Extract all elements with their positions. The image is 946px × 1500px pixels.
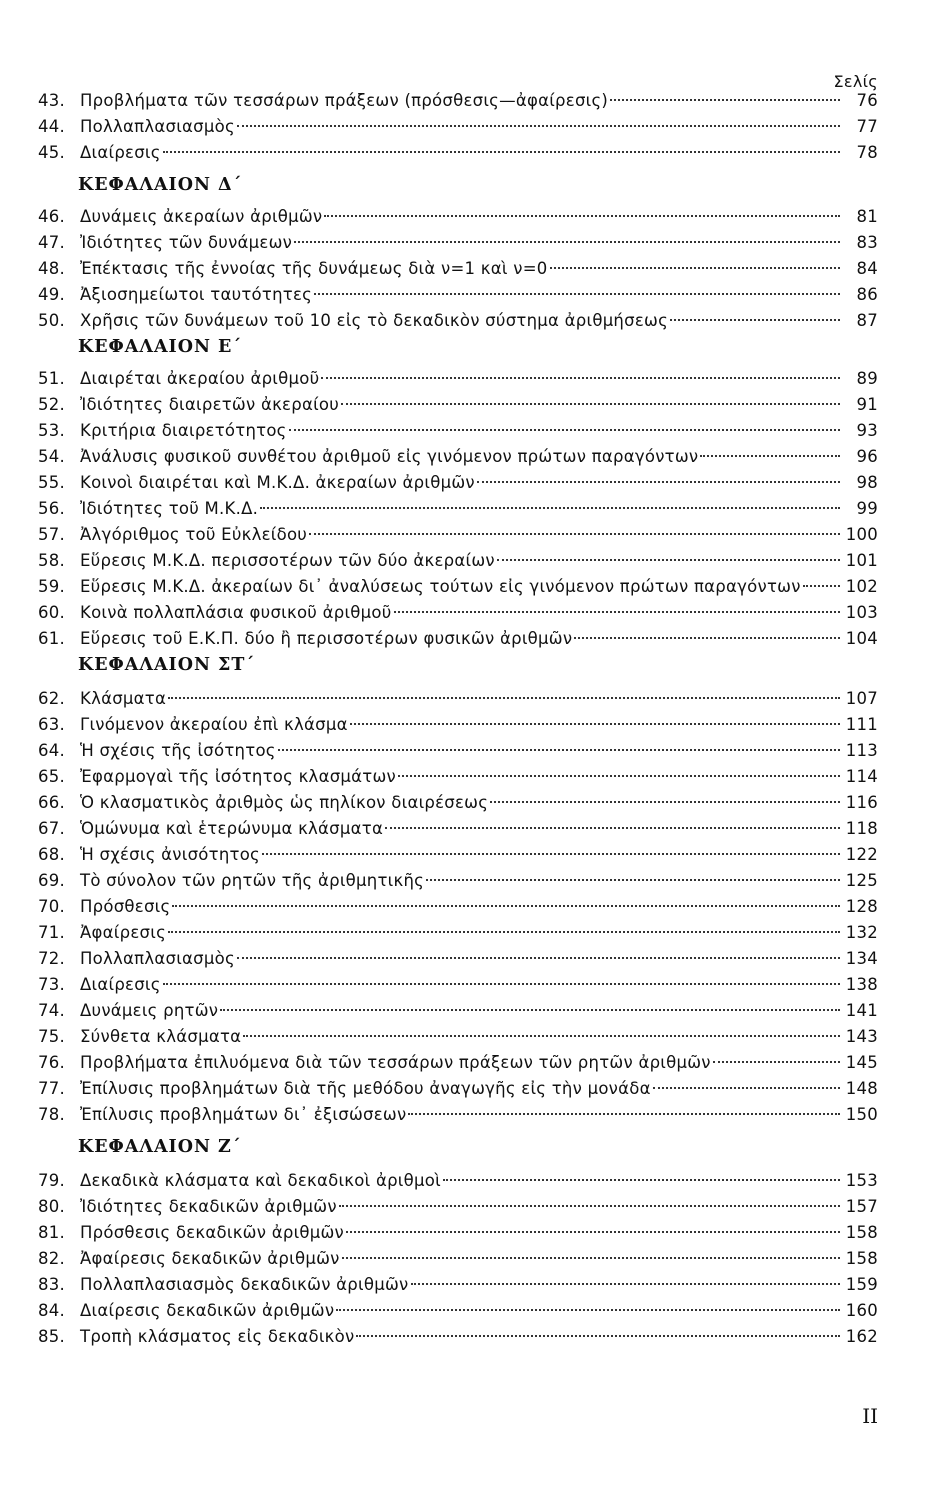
toc-entry-number: 72. [38, 949, 65, 968]
toc-entry-page-number: 143 [845, 1027, 878, 1046]
dot-leader [309, 533, 840, 535]
page-folio: II [862, 1404, 878, 1428]
dot-leader [394, 611, 840, 613]
toc-entry [38, 738, 878, 764]
dot-leader [803, 585, 840, 587]
toc-entry-page-number: 89 [856, 369, 878, 388]
toc-entry [38, 204, 878, 230]
toc-entry-title: Ἐπέκτασις τῆς ἐννοίας τῆς δυνάμεως διὰ ν=1 καὶ ν=0 [80, 259, 548, 278]
toc-entry [38, 496, 878, 522]
toc-entry-page-number: 141 [845, 1001, 878, 1020]
toc-entry [38, 712, 878, 738]
dot-leader [168, 697, 840, 699]
toc-entry-page-number: 132 [845, 923, 878, 942]
dot-leader [163, 983, 840, 985]
toc-entry-page-number: 134 [845, 949, 878, 968]
toc-entry [38, 816, 878, 842]
toc-entry-title: Πρόσθεσις δεκαδικῶν ἀριθμῶν [80, 1223, 345, 1242]
toc-entry-title: Ἐφαρμογαὶ τῆς ἰσότητος κλασμάτων [80, 767, 396, 786]
toc-entry-title: Δυνάμεις ρητῶν [80, 1001, 219, 1020]
table-of-contents [38, 88, 878, 1350]
toc-entry-title: Ἀνάλυσις φυσικοῦ συνθέτου ἀριθμοῦ εἰς γινόμενον πρώτων παραγόντων [80, 447, 699, 466]
toc-entry-title: Δεκαδικὰ κλάσματα καὶ δεκαδικοὶ ἀριθμοὶ [80, 1171, 441, 1190]
toc-entry-page-number: 103 [845, 603, 878, 622]
toc-entry [38, 256, 878, 282]
toc-entry-page-number: 153 [845, 1171, 878, 1190]
toc-entry [38, 140, 878, 166]
toc-entry-page-number: 100 [845, 525, 878, 544]
toc-entry-number: 84. [38, 1301, 65, 1320]
toc-entry-number: 47. [38, 233, 65, 252]
toc-entry [38, 88, 878, 114]
dot-leader [172, 905, 839, 907]
dot-leader [426, 879, 840, 881]
toc-entry-number: 60. [38, 603, 65, 622]
toc-entry-number: 67. [38, 819, 65, 838]
toc-entry-page-number: 78 [856, 143, 878, 162]
toc-entry-page-number: 160 [845, 1301, 878, 1320]
toc-entry-title: Εὕρεσις Μ.Κ.Δ. περισσοτέρων τῶν δύο ἀκεραίων [80, 551, 495, 570]
dot-leader [237, 125, 840, 127]
toc-entry-page-number: 93 [856, 421, 878, 440]
toc-entry-title: Ἀφαίρεσις δεκαδικῶν ἀριθμῶν [80, 1249, 340, 1268]
toc-entry-number: 71. [38, 923, 65, 942]
toc-entry [38, 522, 878, 548]
dot-leader [339, 1205, 840, 1207]
toc-entry [38, 894, 878, 920]
toc-entry-page-number: 158 [845, 1249, 878, 1268]
toc-entry-page-number: 118 [845, 819, 878, 838]
toc-entry-title: Πολλαπλασιασμὸς [80, 117, 235, 136]
toc-entry-number: 57. [38, 525, 65, 544]
toc-entry-title: Ἰδιότητες τοῦ Μ.Κ.Δ. [80, 499, 259, 518]
toc-entry [38, 1024, 878, 1050]
toc-entry-number: 83. [38, 1275, 65, 1294]
toc-entry-title: Κριτήρια διαιρετότητος [80, 421, 287, 440]
toc-group-chapter-d [38, 204, 878, 334]
toc-entry-page-number: 162 [845, 1327, 878, 1346]
toc-entry [38, 114, 878, 140]
dot-leader [346, 1231, 840, 1233]
toc-entry-title: Κοινὰ πολλαπλάσια φυσικοῦ ἀριθμοῦ [80, 603, 392, 622]
toc-entry-number: 55. [38, 473, 65, 492]
toc-entry-number: 78. [38, 1105, 65, 1124]
toc-entry-number: 51. [38, 369, 65, 388]
toc-entry-number: 54. [38, 447, 65, 466]
toc-entry-title: Ἰδιότητες διαιρετῶν ἀκεραίου [80, 395, 340, 414]
toc-entry [38, 308, 878, 334]
toc-entry [38, 920, 878, 946]
toc-entry-number: 44. [38, 117, 65, 136]
toc-entry [38, 998, 878, 1024]
toc-entry [38, 600, 878, 626]
toc-entry-number: 75. [38, 1027, 65, 1046]
toc-entry-title: Διαίρεσις δεκαδικῶν ἀριθμῶν [80, 1301, 335, 1320]
toc-entry-number: 85. [38, 1327, 65, 1346]
toc-entry-page-number: 138 [845, 975, 878, 994]
toc-entry-page-number: 99 [856, 499, 878, 518]
toc-entry [38, 1246, 878, 1272]
toc-entry-page-number: 81 [856, 207, 878, 226]
dot-leader [220, 1009, 839, 1011]
toc-entry-number: 70. [38, 897, 65, 916]
toc-entry-title: Ἀξιοσημείωτοι ταυτότητες [80, 285, 313, 304]
toc-entry [38, 972, 878, 998]
toc-entry [38, 790, 878, 816]
toc-entry [38, 418, 878, 444]
toc-entry-number: 79. [38, 1171, 65, 1190]
dot-leader [385, 827, 840, 829]
toc-entry-page-number: 111 [845, 715, 878, 734]
toc-entry-page-number: 98 [856, 473, 878, 492]
dot-leader [574, 637, 839, 639]
toc-entry-page-number: 159 [845, 1275, 878, 1294]
toc-entry-number: 43. [38, 91, 65, 110]
toc-entry [38, 230, 878, 256]
toc-entry-title: Ὁμώνυμα καὶ ἑτερώνυμα κλάσματα [80, 819, 384, 838]
dot-leader [356, 1335, 839, 1337]
toc-entry-page-number: 87 [856, 311, 878, 330]
toc-entry-page-number: 107 [845, 689, 878, 708]
toc-entry-number: 76. [38, 1053, 65, 1072]
toc-entry-page-number: 128 [845, 897, 878, 916]
toc-entry-title: Ἡ σχέσις τῆς ἰσότητος [80, 741, 276, 760]
dot-leader [168, 931, 840, 933]
toc-entry-title: Πρόσθεσις [80, 897, 171, 916]
toc-entry [38, 366, 878, 392]
toc-entry-number: 74. [38, 1001, 65, 1020]
toc-entry-title: Δυνάμεις ἀκεραίων ἀριθμῶν [80, 207, 323, 226]
toc-entry-title: Ἀφαίρεσις [80, 923, 166, 942]
toc-entry-number: 45. [38, 143, 65, 162]
chapter-heading-z: ΚΕΦΑΛΑΙΟΝ Ζ΄ [78, 1137, 242, 1157]
toc-entry-title: Ἰδιότητες τῶν δυνάμεων [80, 233, 293, 252]
dot-leader [610, 99, 840, 101]
toc-entry [38, 282, 878, 308]
toc-entry-number: 69. [38, 871, 65, 890]
toc-entry-title: Ὁ κλασματικὸς ἀριθμὸς ὡς πηλίκον διαιρέσεως [80, 793, 489, 812]
toc-entry-page-number: 125 [845, 871, 878, 890]
dot-leader [289, 429, 840, 431]
toc-entry-page-number: 150 [845, 1105, 878, 1124]
toc-entry [38, 626, 878, 652]
toc-entry-title: Τροπὴ κλάσματος εἰς δεκαδικὸν [80, 1327, 355, 1346]
toc-entry-page-number: 122 [845, 845, 878, 864]
toc-entry [38, 470, 878, 496]
dot-leader [408, 1113, 839, 1115]
chapter-heading-st: ΚΕΦΑΛΑΙΟΝ ΣΤ΄ [78, 655, 256, 675]
toc-entry [38, 946, 878, 972]
toc-entry-number: 68. [38, 845, 65, 864]
toc-entry [38, 1050, 878, 1076]
toc-entry-title: Διαιρέται ἀκεραίου ἀριθμοῦ [80, 369, 320, 388]
toc-entry-title: Κοινοὶ διαιρέται καὶ Μ.Κ.Δ. ἀκεραίων ἀριθμῶν [80, 473, 475, 492]
toc-entry-title: Ἐπίλυσις προβλημάτων δι᾿ ἐξισώσεων [80, 1105, 407, 1124]
toc-entry-title: Προβλήματα ἐπιλυόμενα διὰ τῶν τεσσάρων πράξεων τῶν ρητῶν ἀριθμῶν [80, 1053, 711, 1072]
dot-leader [243, 1035, 839, 1037]
toc-entry-title: Εὕρεσις Μ.Κ.Δ. ἀκεραίων δι᾿ ἀναλύσεως τούτων εἰς γινόμενον πρώτων παραγόντων [80, 577, 801, 596]
dot-leader [324, 215, 840, 217]
dot-leader [336, 1309, 839, 1311]
toc-entry-page-number: 148 [845, 1079, 878, 1098]
toc-entry-title: Διαίρεσις [80, 143, 161, 162]
dot-leader [477, 481, 840, 483]
toc-entry-page-number: 102 [845, 577, 878, 596]
toc-entry-number: 65. [38, 767, 65, 786]
toc-entry [38, 548, 878, 574]
dot-leader [341, 403, 840, 405]
dot-leader [653, 1087, 840, 1089]
toc-group-chapter-st [38, 686, 878, 1128]
toc-entry-number: 63. [38, 715, 65, 734]
toc-entry [38, 764, 878, 790]
toc-group-chapter-z [38, 1168, 878, 1350]
toc-entry-title: Τὸ σύνολον τῶν ρητῶν τῆς ἀριθμητικῆς [80, 871, 425, 890]
dot-leader [262, 853, 840, 855]
dot-leader [294, 241, 840, 243]
toc-entry [38, 392, 878, 418]
dot-leader [497, 559, 840, 561]
toc-entry-page-number: 77 [856, 117, 878, 136]
toc-entry-page-number: 157 [845, 1197, 878, 1216]
dot-leader [163, 151, 840, 153]
chapter-heading-e: ΚΕΦΑΛΑΙΟΝ Ε΄ [78, 337, 243, 357]
toc-entry-title: Ἡ σχέσις ἀνισότητος [80, 845, 260, 864]
toc-entry-page-number: 84 [856, 259, 878, 278]
toc-entry-page-number: 76 [856, 91, 878, 110]
dot-leader [398, 775, 840, 777]
toc-entry [38, 574, 878, 600]
toc-entry-page-number: 86 [856, 285, 878, 304]
toc-entry [38, 1076, 878, 1102]
toc-entry-number: 56. [38, 499, 65, 518]
toc-entry-number: 64. [38, 741, 65, 760]
dot-leader [550, 267, 840, 269]
toc-entry-title: Κλάσματα [80, 689, 167, 708]
toc-entry-title: Γινόμενον ἀκεραίου ἐπὶ κλάσμα [80, 715, 348, 734]
dot-leader [342, 1257, 840, 1259]
dot-leader [443, 1179, 840, 1181]
toc-entry-title: Χρῆσις τῶν δυνάμεων τοῦ 10 εἰς τὸ δεκαδικὸν σύστημα ἀριθμήσεως [80, 311, 669, 330]
toc-entry [38, 1324, 878, 1350]
toc-entry-number: 59. [38, 577, 65, 596]
toc-entry-page-number: 91 [856, 395, 878, 414]
toc-entry-title: Διαίρεσις [80, 975, 161, 994]
toc-entry-number: 66. [38, 793, 65, 812]
dot-leader [411, 1283, 840, 1285]
chapter-heading-d: ΚΕΦΑΛΑΙΟΝ Δ΄ [78, 175, 243, 195]
toc-entry-page-number: 145 [845, 1053, 878, 1072]
dot-leader [321, 377, 840, 379]
toc-entry-page-number: 83 [856, 233, 878, 252]
toc-entry-title: Σύνθετα κλάσματα [80, 1027, 242, 1046]
toc-entry-number: 50. [38, 311, 65, 330]
dot-leader [237, 957, 840, 959]
toc-entry-title: Προβλήματα τῶν τεσσάρων πράξεων (πρόσθεσις—ἀφαίρεσις) [80, 91, 609, 110]
toc-entry-number: 58. [38, 551, 65, 570]
toc-entry [38, 842, 878, 868]
toc-entry-title: Ἐπίλυσις προβλημάτων διὰ τῆς μεθόδου ἀναγωγῆς εἰς τὴν μονάδα [80, 1079, 651, 1098]
toc-entry [38, 1194, 878, 1220]
toc-entry-number: 82. [38, 1249, 65, 1268]
dot-leader [350, 723, 840, 725]
toc-entry-number: 61. [38, 629, 65, 648]
dot-leader [314, 293, 840, 295]
toc-entry-number: 81. [38, 1223, 65, 1242]
toc-entry-title: Ἰδιότητες δεκαδικῶν ἀριθμῶν [80, 1197, 337, 1216]
toc-entry [38, 1102, 878, 1128]
toc-entry-number: 53. [38, 421, 65, 440]
toc-entry-title: Πολλαπλασιασμὸς [80, 949, 235, 968]
dot-leader [490, 801, 840, 803]
toc-entry [38, 1168, 878, 1194]
toc-entry-number: 80. [38, 1197, 65, 1216]
toc-entry-page-number: 158 [845, 1223, 878, 1242]
dot-leader [260, 507, 840, 509]
page-column-label: Σελίς [833, 72, 878, 91]
toc-entry-page-number: 114 [845, 767, 878, 786]
toc-entry-number: 73. [38, 975, 65, 994]
toc-entry-page-number: 101 [845, 551, 878, 570]
toc-group-chapter-e [38, 366, 878, 652]
toc-entry-number: 52. [38, 395, 65, 414]
toc-entry-title: Ἀλγόριθμος τοῦ Εὐκλείδου [80, 525, 308, 544]
toc-group-continued [38, 88, 878, 166]
dot-leader [713, 1061, 840, 1063]
toc-entry-number: 62. [38, 689, 65, 708]
toc-entry-number: 48. [38, 259, 65, 278]
toc-entry-number: 46. [38, 207, 65, 226]
toc-entry [38, 868, 878, 894]
toc-entry-number: 77. [38, 1079, 65, 1098]
toc-entry [38, 1220, 878, 1246]
toc-entry-page-number: 113 [845, 741, 878, 760]
dot-leader [278, 749, 840, 751]
dot-leader [700, 455, 840, 457]
toc-entry-title: Πολλαπλασιασμὸς δεκαδικῶν ἀριθμῶν [80, 1275, 409, 1294]
toc-entry-page-number: 96 [856, 447, 878, 466]
toc-entry [38, 686, 878, 712]
toc-entry-page-number: 116 [845, 793, 878, 812]
toc-entry-title: Εὕρεσις τοῦ Ε.Κ.Π. δύο ἢ περισσοτέρων φυσικῶν ἀριθμῶν [80, 629, 573, 648]
toc-entry [38, 444, 878, 470]
toc-entry-page-number: 104 [845, 629, 878, 648]
dot-leader [670, 319, 840, 321]
toc-entry-number: 49. [38, 285, 65, 304]
toc-entry [38, 1298, 878, 1324]
toc-entry [38, 1272, 878, 1298]
